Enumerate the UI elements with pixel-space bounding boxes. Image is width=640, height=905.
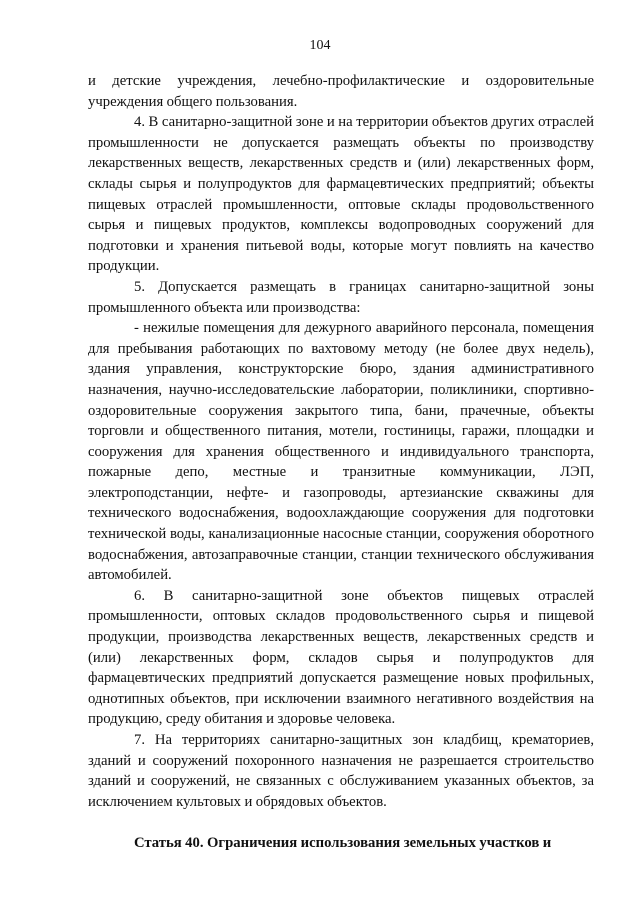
paragraph-item-7: 7. На территориях санитарно-защитных зон кладбищ, крематориев, зданий и сооружений похоронного назначения не разрешается строительство зданий и сооружений, не связанных с обслуживанием указанных объектов, за исключением культовых и обрядовых объектов.: [88, 732, 594, 810]
paragraph-list-entry: - нежилые помещения для дежурного аварийного персонала, помещения для пребывания работающих по вахтовому методу (не более двух недель), здания управления, конструкторские бюро, здания административного назначения, научно-исследовательские лаборатории, поликлиники, спортивно-оздоровительные сооружения закрытого типа, бани, прачечные, объекты торговли и общественного питания, мотели, гостиницы, гаражи, площадки и сооружения для хранения общественного и индивидуального транспорта, пожарные депо, местные и транзитные коммуникации, ЛЭП, электроподстанции, нефте- и газопроводы, артезианские скважины для технического водоснабжения, водоохлаждающие сооружения для подготовки технической воды, канализационные насосные станции, сооружения оборотного водоснабжения, автозаправочные станции, станции технического обслуживания автомобилей.: [88, 320, 594, 584]
paragraph-item-4: 4. В санитарно-защитной зоне и на территории объектов других отраслей промышленности не допускается размещать объекты по производству лекарственных веществ, лекарственных средств и (или) лекарственных форм, склады сырья и полупродуктов для фармацевтических предприятий; объекты пищевых отраслей промышленности, оптовые склады продовольственного сырья и пищевых продуктов, комплексы водопроводных сооружений для подготовки и хранения питьевой воды, которые могут повлиять на качество продукции.: [88, 114, 594, 275]
article-heading: Статья 40. Ограничения использования земельных участков и: [134, 835, 552, 852]
paragraph-item-6: 6. В санитарно-защитной зоне объектов пищевых отраслей промышленности, оптовых складов продовольственного сырья и пищевой продукции, производства лекарственных веществ, лекарственных средств и (или) лекарственных форм, складов сырья и полупродуктов для фармацевтических предприятий допускается размещение новых профильных, однотипных объектов, при исключении взаимного негативного воздействия на продукцию, среду обитания и здоровье человека.: [88, 587, 594, 728]
paragraph-item-5: 5. Допускается размещать в границах санитарно-защитной зоны промышленного объекта или производства:: [88, 278, 594, 316]
paragraph-continuation: и детские учреждения, лечебно-профилактические и оздоровительные учреждения общего пользования.: [88, 73, 594, 110]
document-body: [88, 71, 594, 854]
page-number: 104: [309, 38, 331, 53]
